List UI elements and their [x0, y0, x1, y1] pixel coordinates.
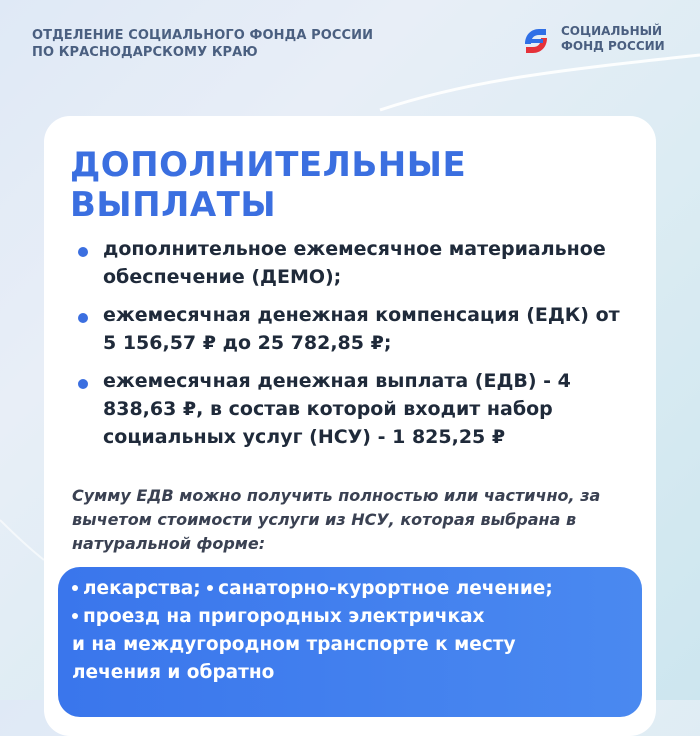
- list-item: [76, 367, 636, 451]
- bullet-dot-icon: [78, 313, 88, 323]
- nsu-item-medicines: лекарства;: [83, 578, 201, 599]
- bullet-dot-icon: [72, 613, 78, 619]
- nsu-list: [72, 575, 637, 687]
- logo-text: СОЦИАЛЬНЫЙ ФОНД РОССИИ: [561, 24, 665, 53]
- bullet-dot-icon: [78, 379, 88, 389]
- organization-name: ОТДЕЛЕНИЕ СОЦИАЛЬНОГО ФОНДА РОССИИ ПО КРАСНОДАРСКОМУ КРАЮ: [32, 28, 374, 60]
- nsu-item-travel: проезд на пригородных электричках: [83, 606, 485, 627]
- nsu-line-3: и на междугородном транспорте к месту: [72, 634, 516, 655]
- nsu-line-4: лечения и обратно: [72, 662, 275, 683]
- sfr-logo-icon: [519, 24, 553, 58]
- bullet-dot-icon: [207, 585, 213, 591]
- list-item: [76, 235, 636, 291]
- bullet-dot-icon: [78, 247, 88, 257]
- nsu-item-sanatorium: санаторно-курортное лечение;: [218, 578, 553, 599]
- bullet-dot-icon: [72, 585, 78, 591]
- list-item-text: ежемесячная денежная выплата (ЕДВ) - 4 838,63 ₽, в состав которой входит набор социальных услуг (НСУ) - 1 825,25 ₽: [103, 370, 571, 448]
- edv-note: Сумму ЕДВ можно получить полностью или частично, за вычетом стоимости услуги из НСУ, которая выбрана в натуральной форме:: [72, 486, 601, 553]
- page-title: ДОПОЛНИТЕЛЬНЫЕ ВЫПЛАТЫ: [70, 145, 467, 225]
- nsu-line-2: [72, 603, 637, 631]
- nsu-line-1: [72, 575, 637, 603]
- list-item-text: ежемесячная денежная компенсация (ЕДК) от 5 156,57 ₽ до 25 782,85 ₽;: [103, 304, 620, 354]
- list-item: [76, 301, 636, 357]
- list-item-text: дополнительное ежемесячное материальное обеспечение (ДЕМО);: [103, 238, 606, 288]
- payments-list: [76, 235, 636, 461]
